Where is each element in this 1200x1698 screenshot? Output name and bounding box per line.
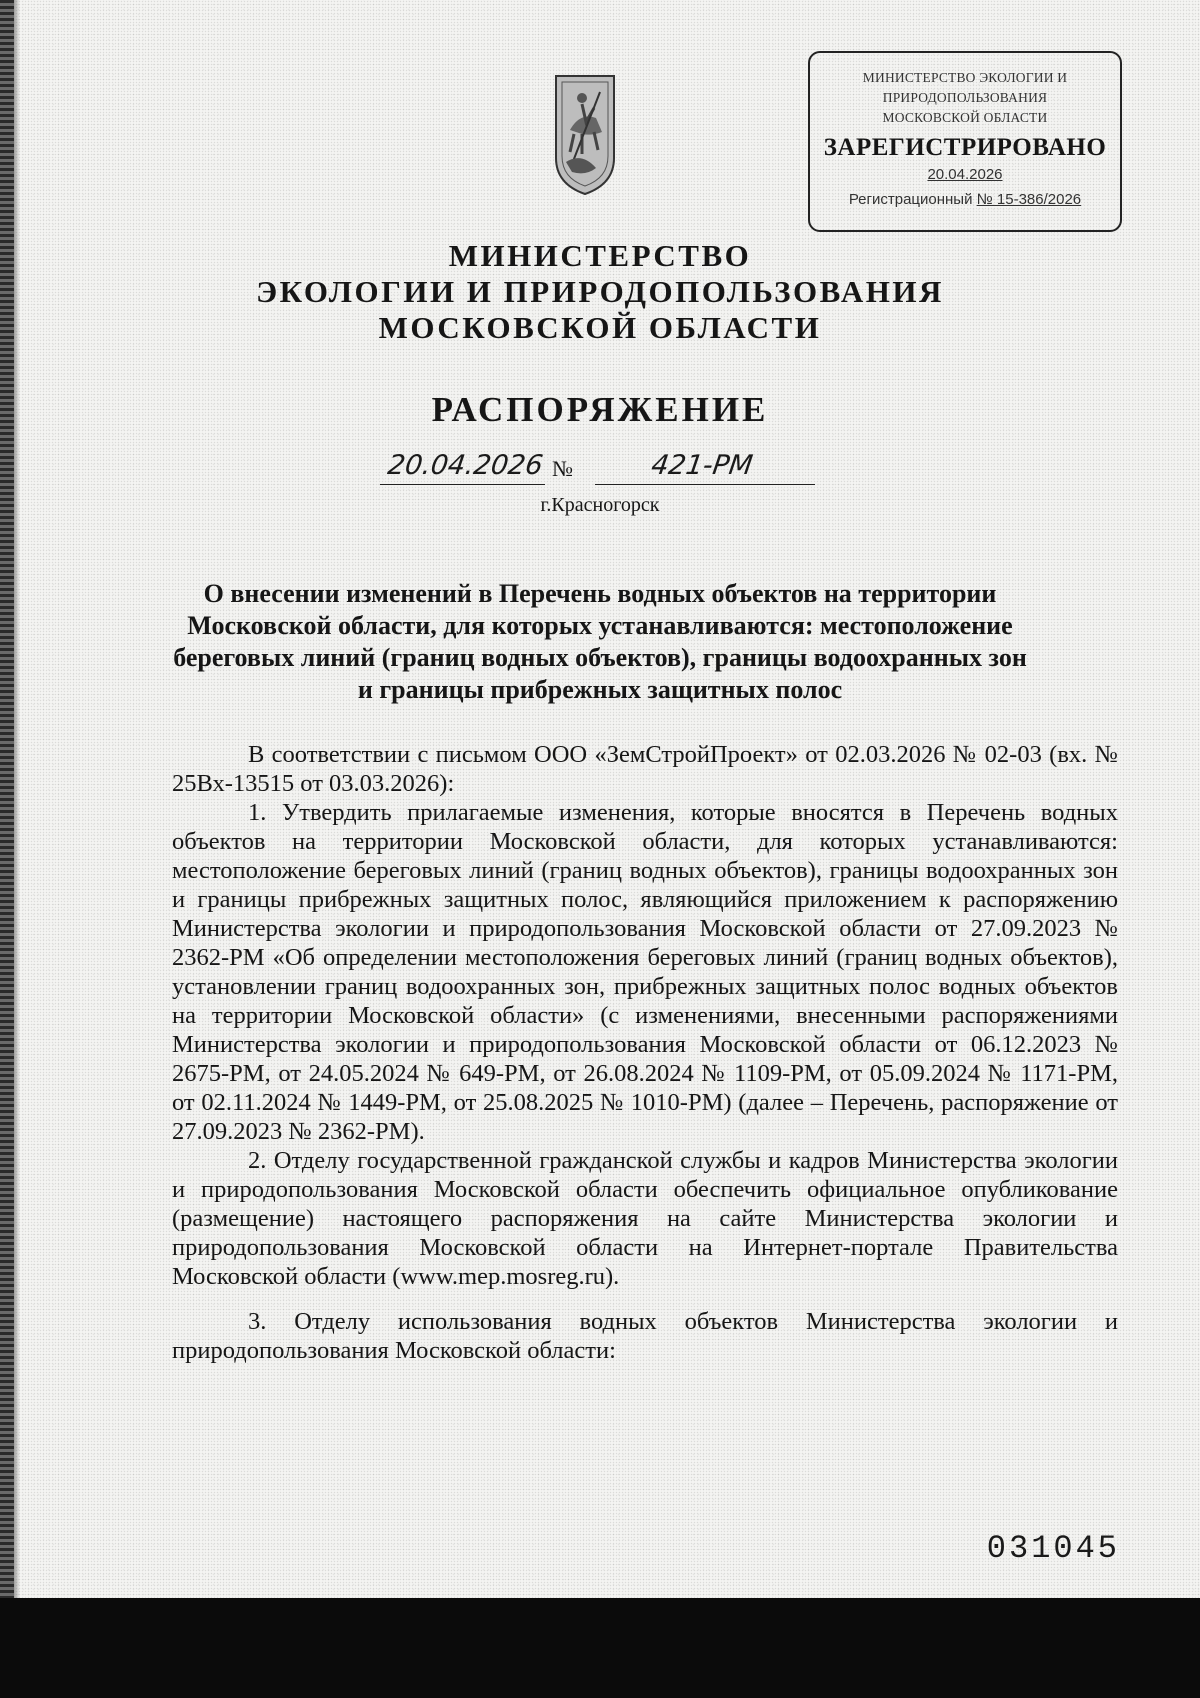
date-underline	[380, 484, 545, 485]
subject-line: О внесении изменений в Перечень водных объектов на территории	[203, 579, 997, 608]
registration-line	[380, 450, 820, 490]
document-type: РАСПОРЯЖЕНИЕ	[431, 390, 769, 429]
coat-of-arms-icon	[552, 72, 618, 196]
subject-line: береговых линий (границ водных объектов), границы водоохранных зон	[173, 643, 1027, 672]
subject-line: и границы прибрежных защитных полос	[357, 675, 843, 704]
registration-stamp	[808, 51, 1122, 232]
issuing-city: г.Красногорск	[540, 494, 660, 516]
stamp-org-line: МИНИСТЕРСТВО ЭКОЛОГИИ И	[862, 70, 1068, 85]
number-sign: №	[552, 456, 573, 481]
scan-bottom-band	[0, 1598, 1200, 1698]
document-subject	[165, 578, 1035, 706]
handwritten-number: 421-РМ	[649, 450, 755, 481]
ministry-title-line: ЭКОЛОГИИ И ПРИРОДОПОЛЬЗОВАНИЯ	[256, 274, 944, 309]
stamp-reg-number: № 15-386/2026	[976, 191, 1082, 208]
preamble-paragraph: В соответствии с письмом ООО «ЗемСтройПроект» от 02.03.2026 № 02-03 (вх. № 25Вх-13515 от 03.03.2026):	[172, 741, 1118, 797]
stamp-organization	[810, 68, 1120, 128]
stamp-date: 20.04.2026	[927, 166, 1003, 183]
stamp-org-line: МОСКОВСКОЙ ОБЛАСТИ	[882, 110, 1048, 125]
item-2-paragraph: 2. Отделу государственной гражданской службы и кадров Министерства экологии и природопользования Московской области обеспечить официальное опубликование (размещение) настоящего распоряжения на сайте Министерства экологии и природопользования Московской области на Интернет-портале Правительства Московской области (www.mep.mosreg.ru).	[172, 1147, 1118, 1290]
ministry-title-line: МИНИСТЕРСТВО	[448, 238, 752, 273]
stamp-reg-label: Регистрационный	[848, 191, 973, 208]
item-1-paragraph: 1. Утвердить прилагаемые изменения, которые вносятся в Перечень водных объектов на территории Московской области, для которых устанавливаются: местоположение береговых линий (границ водных объектов), границы водоохранных зон и границы прибрежных защитных полос, являющийся приложением к распоряжению Министерства экологии и природопользования Московской области от 27.09.2023 № 2362-РМ «Об определении местоположения береговых линий (границ водных объектов), установлении границ водоохранных зон, прибрежных защитных полос водных объектов на территории Московской области» (с изменениями, внесенными распоряжениями Министерства экологии и природопользования Московской области от 06.12.2023 № 2675-РМ, от 24.05.2024 № 649-РМ, от 26.08.2024 № 1109-РМ, от 05.09.2024 № 1171-РМ, от 02.11.2024 № 1449-РМ, от 25.08.2025 № 1010-РМ) (далее – Перечень, распоряжение от 27.09.2023 № 2362-РМ).	[172, 799, 1118, 1145]
scan-left-shadow	[14, 0, 20, 1698]
stamp-status: ЗАРЕГИСТРИРОВАНО	[823, 134, 1107, 161]
ministry-title	[200, 238, 1000, 346]
barcode-number: 031045	[986, 1530, 1120, 1567]
handwritten-date: 20.04.2026	[385, 450, 545, 481]
subject-line: Московской области, для которых устанавливаются: местоположение	[187, 611, 1013, 640]
scan-left-edge	[0, 0, 14, 1698]
document-body	[172, 740, 1118, 1365]
stamp-org-line: ПРИРОДОПОЛЬЗОВАНИЯ	[882, 90, 1048, 105]
item-3-paragraph: 3. Отделу использования водных объектов Министерства экологии и природопользования Московской области:	[172, 1308, 1118, 1364]
number-underline	[595, 484, 815, 485]
ministry-title-line: МОСКОВСКОЙ ОБЛАСТИ	[378, 310, 822, 345]
